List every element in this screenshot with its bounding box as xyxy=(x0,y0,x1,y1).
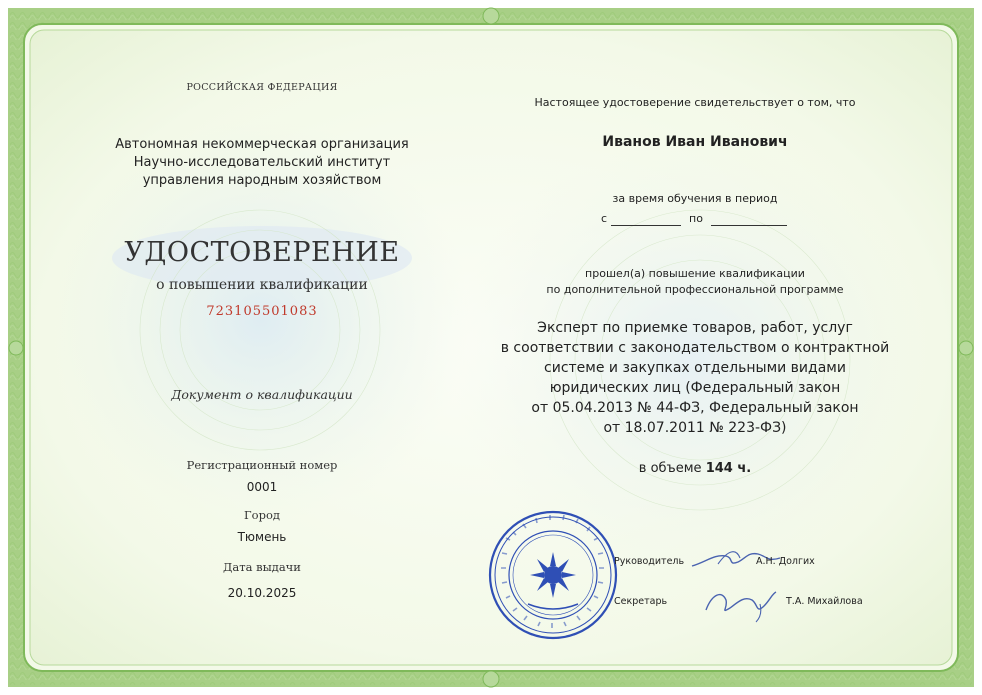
program-line: Эксперт по приемке товаров, работ, услуг xyxy=(537,320,853,336)
program-line: системе и закупках отдельными видами xyxy=(544,360,846,376)
org-name-line2: Научно-исследовательский институт xyxy=(133,155,391,170)
document-type: Документ о квалификации xyxy=(171,387,353,402)
program-line: юридических лиц (Федеральный закон xyxy=(549,380,841,396)
issue-date-label: Дата выдачи xyxy=(223,560,301,574)
program-line: в соответствии с законодательством о контрактной xyxy=(500,340,890,356)
program-line: от 18.07.2011 № 223-ФЗ) xyxy=(603,420,787,436)
official-seal-icon xyxy=(486,508,620,642)
program-line: от 05.04.2013 № 44-ФЗ, Федеральный закон xyxy=(531,400,859,416)
period-from-line xyxy=(611,225,681,226)
head-label: Руководитель xyxy=(614,556,685,567)
period-to-line xyxy=(711,225,787,226)
secretary-name: Т.А. Михайлова xyxy=(786,596,863,607)
person-name: Иванов Иван Иванович xyxy=(602,134,788,150)
passed-line1: прошел(а) повышение квалификации xyxy=(585,267,805,280)
head-name: А.Н. Долгих xyxy=(756,556,815,567)
secretary-label: Секретарь xyxy=(614,596,668,607)
period-label: за время обучения в период xyxy=(612,192,778,205)
registration-number: 0001 xyxy=(246,480,278,494)
certificate-title: УДОСТОВЕРЕНИЕ xyxy=(124,237,400,268)
certificate-number: 723105501083 xyxy=(206,304,318,319)
org-name-line1: Автономная некоммерческая организация xyxy=(115,137,409,152)
period-to-label: по xyxy=(689,212,703,225)
city-label: Город xyxy=(244,508,280,522)
volume-hours: 144 ч. xyxy=(705,461,752,476)
issue-date-value: 20.10.2025 xyxy=(227,586,297,600)
passed-line2: по дополнительной профессиональной программе xyxy=(546,283,844,296)
certificate-subtitle: о повышении квалификации xyxy=(156,277,368,293)
org-name-line3: управления народным хозяйством xyxy=(142,173,382,188)
secretary-signature-icon xyxy=(700,584,780,624)
intro-text: Настоящее удостоверение свидетельствует о том, что xyxy=(534,96,856,109)
city-value: Тюмень xyxy=(237,530,287,544)
volume-prefix: в объеме xyxy=(638,461,702,476)
registration-label: Регистрационный номер xyxy=(186,458,338,472)
volume-text xyxy=(560,461,830,476)
country-label: РОССИЙСКАЯ ФЕДЕРАЦИЯ xyxy=(186,82,338,93)
period-from-label: с xyxy=(600,212,608,225)
